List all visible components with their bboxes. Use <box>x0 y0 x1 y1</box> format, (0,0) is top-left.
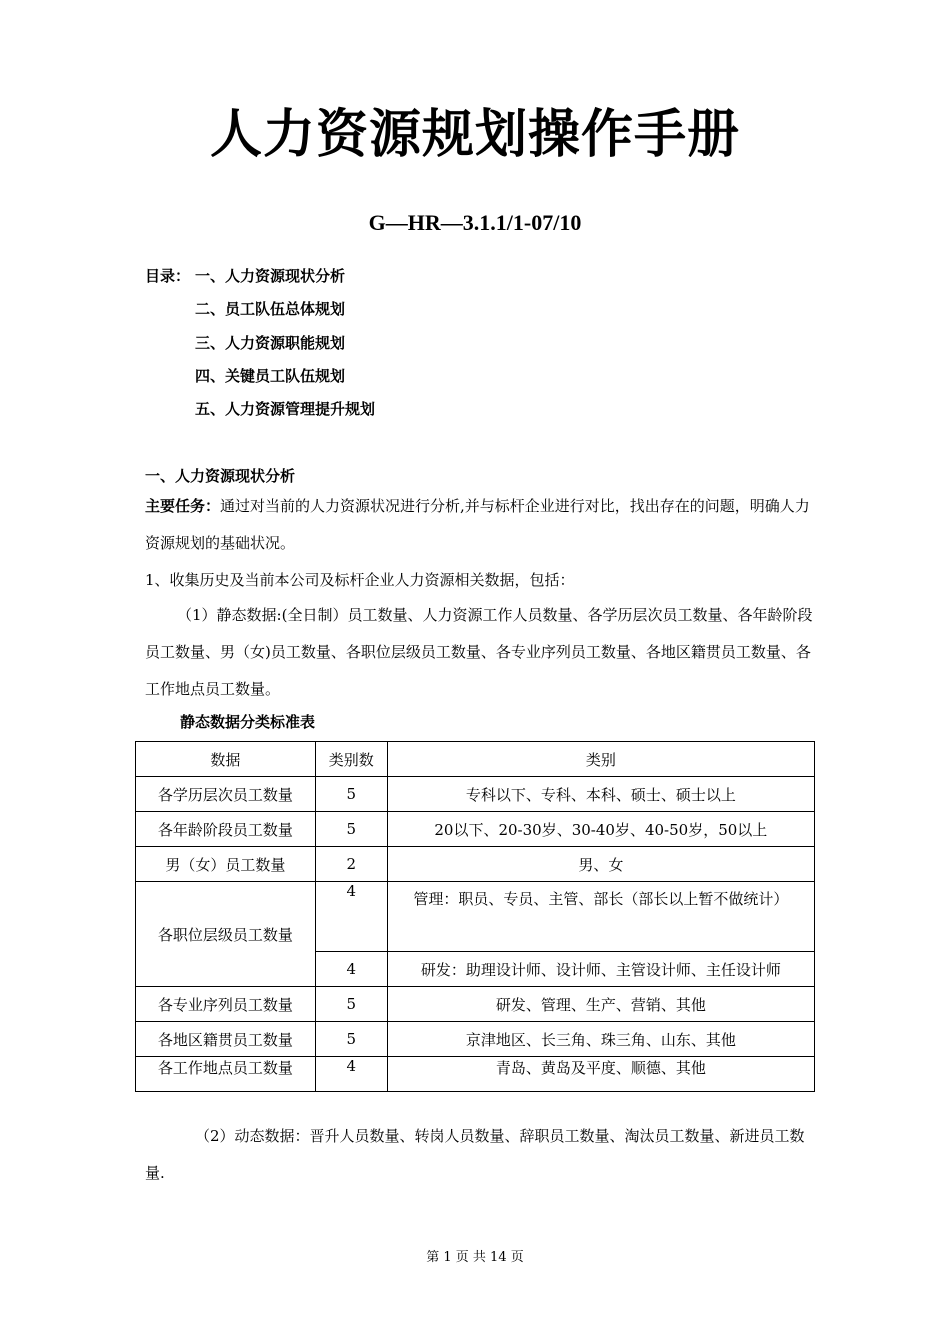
toc-item[interactable]: 四、关键员工队伍规划 <box>195 367 346 385</box>
table-cell: 4 <box>315 1057 387 1092</box>
table-cell: 各工作地点员工数量 <box>136 1057 316 1092</box>
table-header-cell: 数据 <box>136 742 316 777</box>
table-cell: 5 <box>315 1022 387 1057</box>
table-header-row <box>136 742 815 777</box>
toc-item[interactable]: 一、人力资源现状分析 <box>195 267 346 285</box>
table-row <box>136 1022 815 1057</box>
table-cell: 4 <box>315 952 387 987</box>
table-cell: 研发：助理设计师、设计师、主管设计师、主任设计师 <box>387 952 814 987</box>
table-cell: 京津地区、长三角、珠三角、山东、其他 <box>387 1022 814 1057</box>
toc-item[interactable]: 五、人力资源管理提升规划 <box>195 400 376 418</box>
table-caption: 静态数据分类标准表 <box>180 713 316 731</box>
table-row <box>136 1057 815 1092</box>
table-cell: 2 <box>315 847 387 882</box>
document-code: G—HR—3.1.1/1-07/10 <box>368 210 582 235</box>
static-data-paragraph: （1）静态数据:(全日制）员工数量、人力资源工作人员数量、各学历层次员工数量、各年龄阶段员工数量、男（女)员工数量、各职位层级员工数量、各专业序列员工数量、各地区籍贯员工数量、各工作地点员工数量。 <box>145 606 813 698</box>
task-label: 主要任务： <box>145 497 221 515</box>
task-text: 通过对当前的人力资源状况进行分析,并与标杆企业进行对比，找出存在的问题，明确人力资源规划的基础状况。 <box>145 497 810 552</box>
main-task-paragraph <box>145 488 813 562</box>
table-cell: 男（女）员工数量 <box>136 847 316 882</box>
section-heading: 一、人力资源现状分析 <box>145 467 296 485</box>
table-cell: 各年龄阶段员工数量 <box>136 812 316 847</box>
table-cell: 各职位层级员工数量 <box>136 882 316 987</box>
table-cell: 研发、管理、生产、营销、其他 <box>387 987 814 1022</box>
table-cell: 管理：职员、专员、主管、部长（部长以上暂不做统计） <box>387 882 814 952</box>
table-cell: 各地区籍贯员工数量 <box>136 1022 316 1057</box>
table-row <box>136 847 815 882</box>
table-cell: 各专业序列员工数量 <box>136 987 316 1022</box>
toc-label: 目录： <box>145 267 191 285</box>
toc-item[interactable]: 三、人力资源职能规划 <box>195 334 346 352</box>
table-cell: 4 <box>315 882 387 952</box>
table-cell: 青岛、黄岛及平度、顺德、其他 <box>387 1057 814 1092</box>
table-header-cell: 类别数 <box>315 742 387 777</box>
table-cell: 男、女 <box>387 847 814 882</box>
table-cell: 各学历层次员工数量 <box>136 777 316 812</box>
table-row <box>136 882 815 952</box>
table-cell: 专科以下、专科、本科、硕士、硕士以上 <box>387 777 814 812</box>
dynamic-data-paragraph: （2）动态数据：晋升人员数量、转岗人员数量、辞职员工数量、淘汰员工数量、新进员工数量. <box>145 1127 805 1182</box>
table-cell: 5 <box>315 987 387 1022</box>
table-cell: 5 <box>315 777 387 812</box>
table-cell: 5 <box>315 812 387 847</box>
toc-item[interactable]: 二、员工队伍总体规划 <box>195 300 346 318</box>
collect-data-item: 1、收集历史及当前本公司及标杆企业人力资源相关数据，包括： <box>145 571 575 589</box>
static-data-table <box>135 741 815 1092</box>
table-row <box>136 812 815 847</box>
table-row <box>136 987 815 1022</box>
table-row <box>136 777 815 812</box>
document-title: 人力资源规划操作手册 <box>209 105 740 165</box>
table-header-cell: 类别 <box>387 742 814 777</box>
page-footer: 第 1 页 共 14 页 <box>426 1250 524 1265</box>
table-cell: 20以下、20-30岁、30-40岁、40-50岁，50以上 <box>387 812 814 847</box>
